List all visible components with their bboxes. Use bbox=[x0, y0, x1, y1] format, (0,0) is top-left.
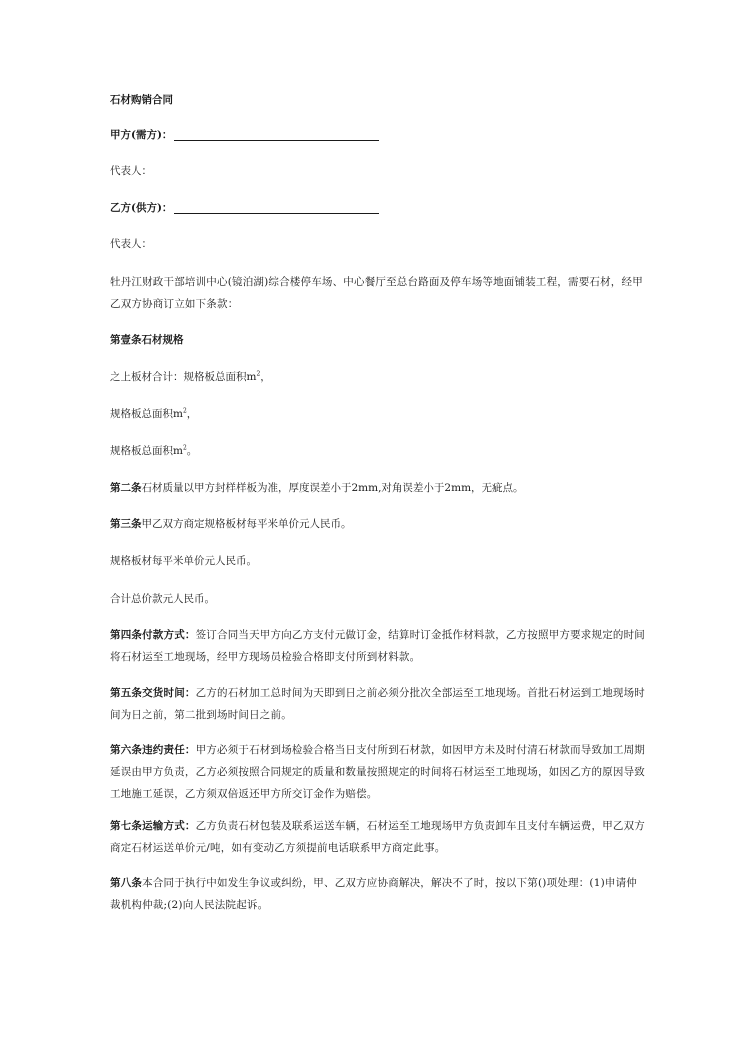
article-6-heading: 第六条违约责任： bbox=[110, 744, 196, 756]
article-8 bbox=[110, 872, 645, 916]
superscript-2: 2 bbox=[182, 444, 187, 452]
article-4-text: 签订合同当天甲方向乙方支付元做订金，结算时订金抵作材料款，乙方按照甲方要求规定的时间将石材运至工地现场，经甲方现场员检验合格即支付所到材料款。 bbox=[110, 629, 646, 663]
article-1-heading: 第壹条石材规格 bbox=[110, 334, 184, 346]
article-2-text: 石材质量以甲方封样样板为准，厚度误差小于2mm,对角误差小于2mm，无疵点。 bbox=[141, 482, 524, 494]
article-1-line-2-text: 规格板总面积m bbox=[110, 408, 183, 420]
article-3-text: 甲乙双方商定规格板材每平米单价元人民币。 bbox=[141, 518, 352, 530]
article-7 bbox=[110, 815, 645, 859]
superscript-2: 2 bbox=[182, 407, 187, 415]
article-8-heading: 第八条 bbox=[110, 877, 143, 889]
article-6-text: 甲方必须于石材到场检验合格当日支付所到石材款，如因甲方未及时付清石材款而导致加工周期延误由甲方负责，乙方必须按照合同规定的质量和数量按照规定的时间将石材运至工地现场，如因乙方的原因导致工地施工延误，乙方须双倍返还甲方所交订金作为赔偿。 bbox=[110, 744, 646, 800]
party-b-label: 乙方(供方)： bbox=[110, 202, 173, 214]
article-2-heading: 第二条 bbox=[110, 482, 142, 494]
superscript-2: 2 bbox=[256, 370, 261, 378]
party-b-line bbox=[110, 197, 645, 219]
party-a-rep: 代表人： bbox=[110, 165, 152, 177]
article-1-line-1-end: ， bbox=[260, 371, 271, 383]
article-5-text: 乙方的石材加工总时间为天即到日之前必须分批次全部运至工地现场。首批石材运到工地现场时间为日之前，第二批到场时间日之前。 bbox=[110, 687, 646, 721]
article-3-line-2: 规格板材每平米单价元人民币。 bbox=[110, 555, 257, 567]
party-a-label: 甲方(需方)： bbox=[110, 129, 173, 141]
article-1-line-3-end: 。 bbox=[186, 445, 198, 457]
article-3-heading: 第三条 bbox=[110, 518, 142, 530]
party-b-rep: 代表人： bbox=[110, 238, 152, 250]
article-1-line-2-end: ， bbox=[186, 408, 198, 420]
article-5-heading: 第五条交货时间： bbox=[110, 687, 196, 699]
article-1-line-3-text: 规格板总面积m bbox=[110, 445, 183, 457]
article-6 bbox=[110, 739, 645, 805]
party-a-blank[interactable] bbox=[174, 128, 379, 141]
article-3-line-3: 合计总价款元人民币。 bbox=[110, 593, 215, 605]
article-1-line-1-text: 之上板材合计：规格板总面积m bbox=[110, 371, 257, 383]
article-7-heading: 第七条运输方式： bbox=[110, 820, 196, 832]
article-2 bbox=[110, 477, 645, 499]
article-1-line-1 bbox=[110, 366, 645, 388]
article-4 bbox=[110, 624, 645, 668]
article-5 bbox=[110, 682, 645, 726]
article-8-text: 本合同于执行中如发生争议或纠纷，甲、乙双方应协商解决，解决不了时，按以下第()项处理：(1)申请仲裁机构仲裁;(2)向人民法院起诉。 bbox=[110, 877, 637, 911]
article-3 bbox=[110, 513, 645, 535]
article-4-heading: 第四条付款方式： bbox=[110, 629, 196, 641]
article-7-text: 乙方负责石材包装及联系运送车辆，石材运至工地现场甲方负责卸车且支付车辆运费，甲乙双方商定石材运送单价元/吨，如有变动乙方须提前电话联系甲方商定此事。 bbox=[110, 820, 646, 854]
intro-paragraph: 牡丹江财政干部培训中心(镜泊湖)综合楼停车场、中心餐厅至总台路面及停车场等地面铺装工程，需要石材，经甲乙双方协商订立如下条款： bbox=[110, 276, 643, 310]
article-1-line-2 bbox=[110, 403, 645, 425]
party-b-blank[interactable] bbox=[174, 201, 379, 214]
article-1-line-3 bbox=[110, 440, 645, 462]
party-a-line bbox=[110, 124, 645, 146]
document-title: 石材购销合同 bbox=[110, 94, 173, 106]
